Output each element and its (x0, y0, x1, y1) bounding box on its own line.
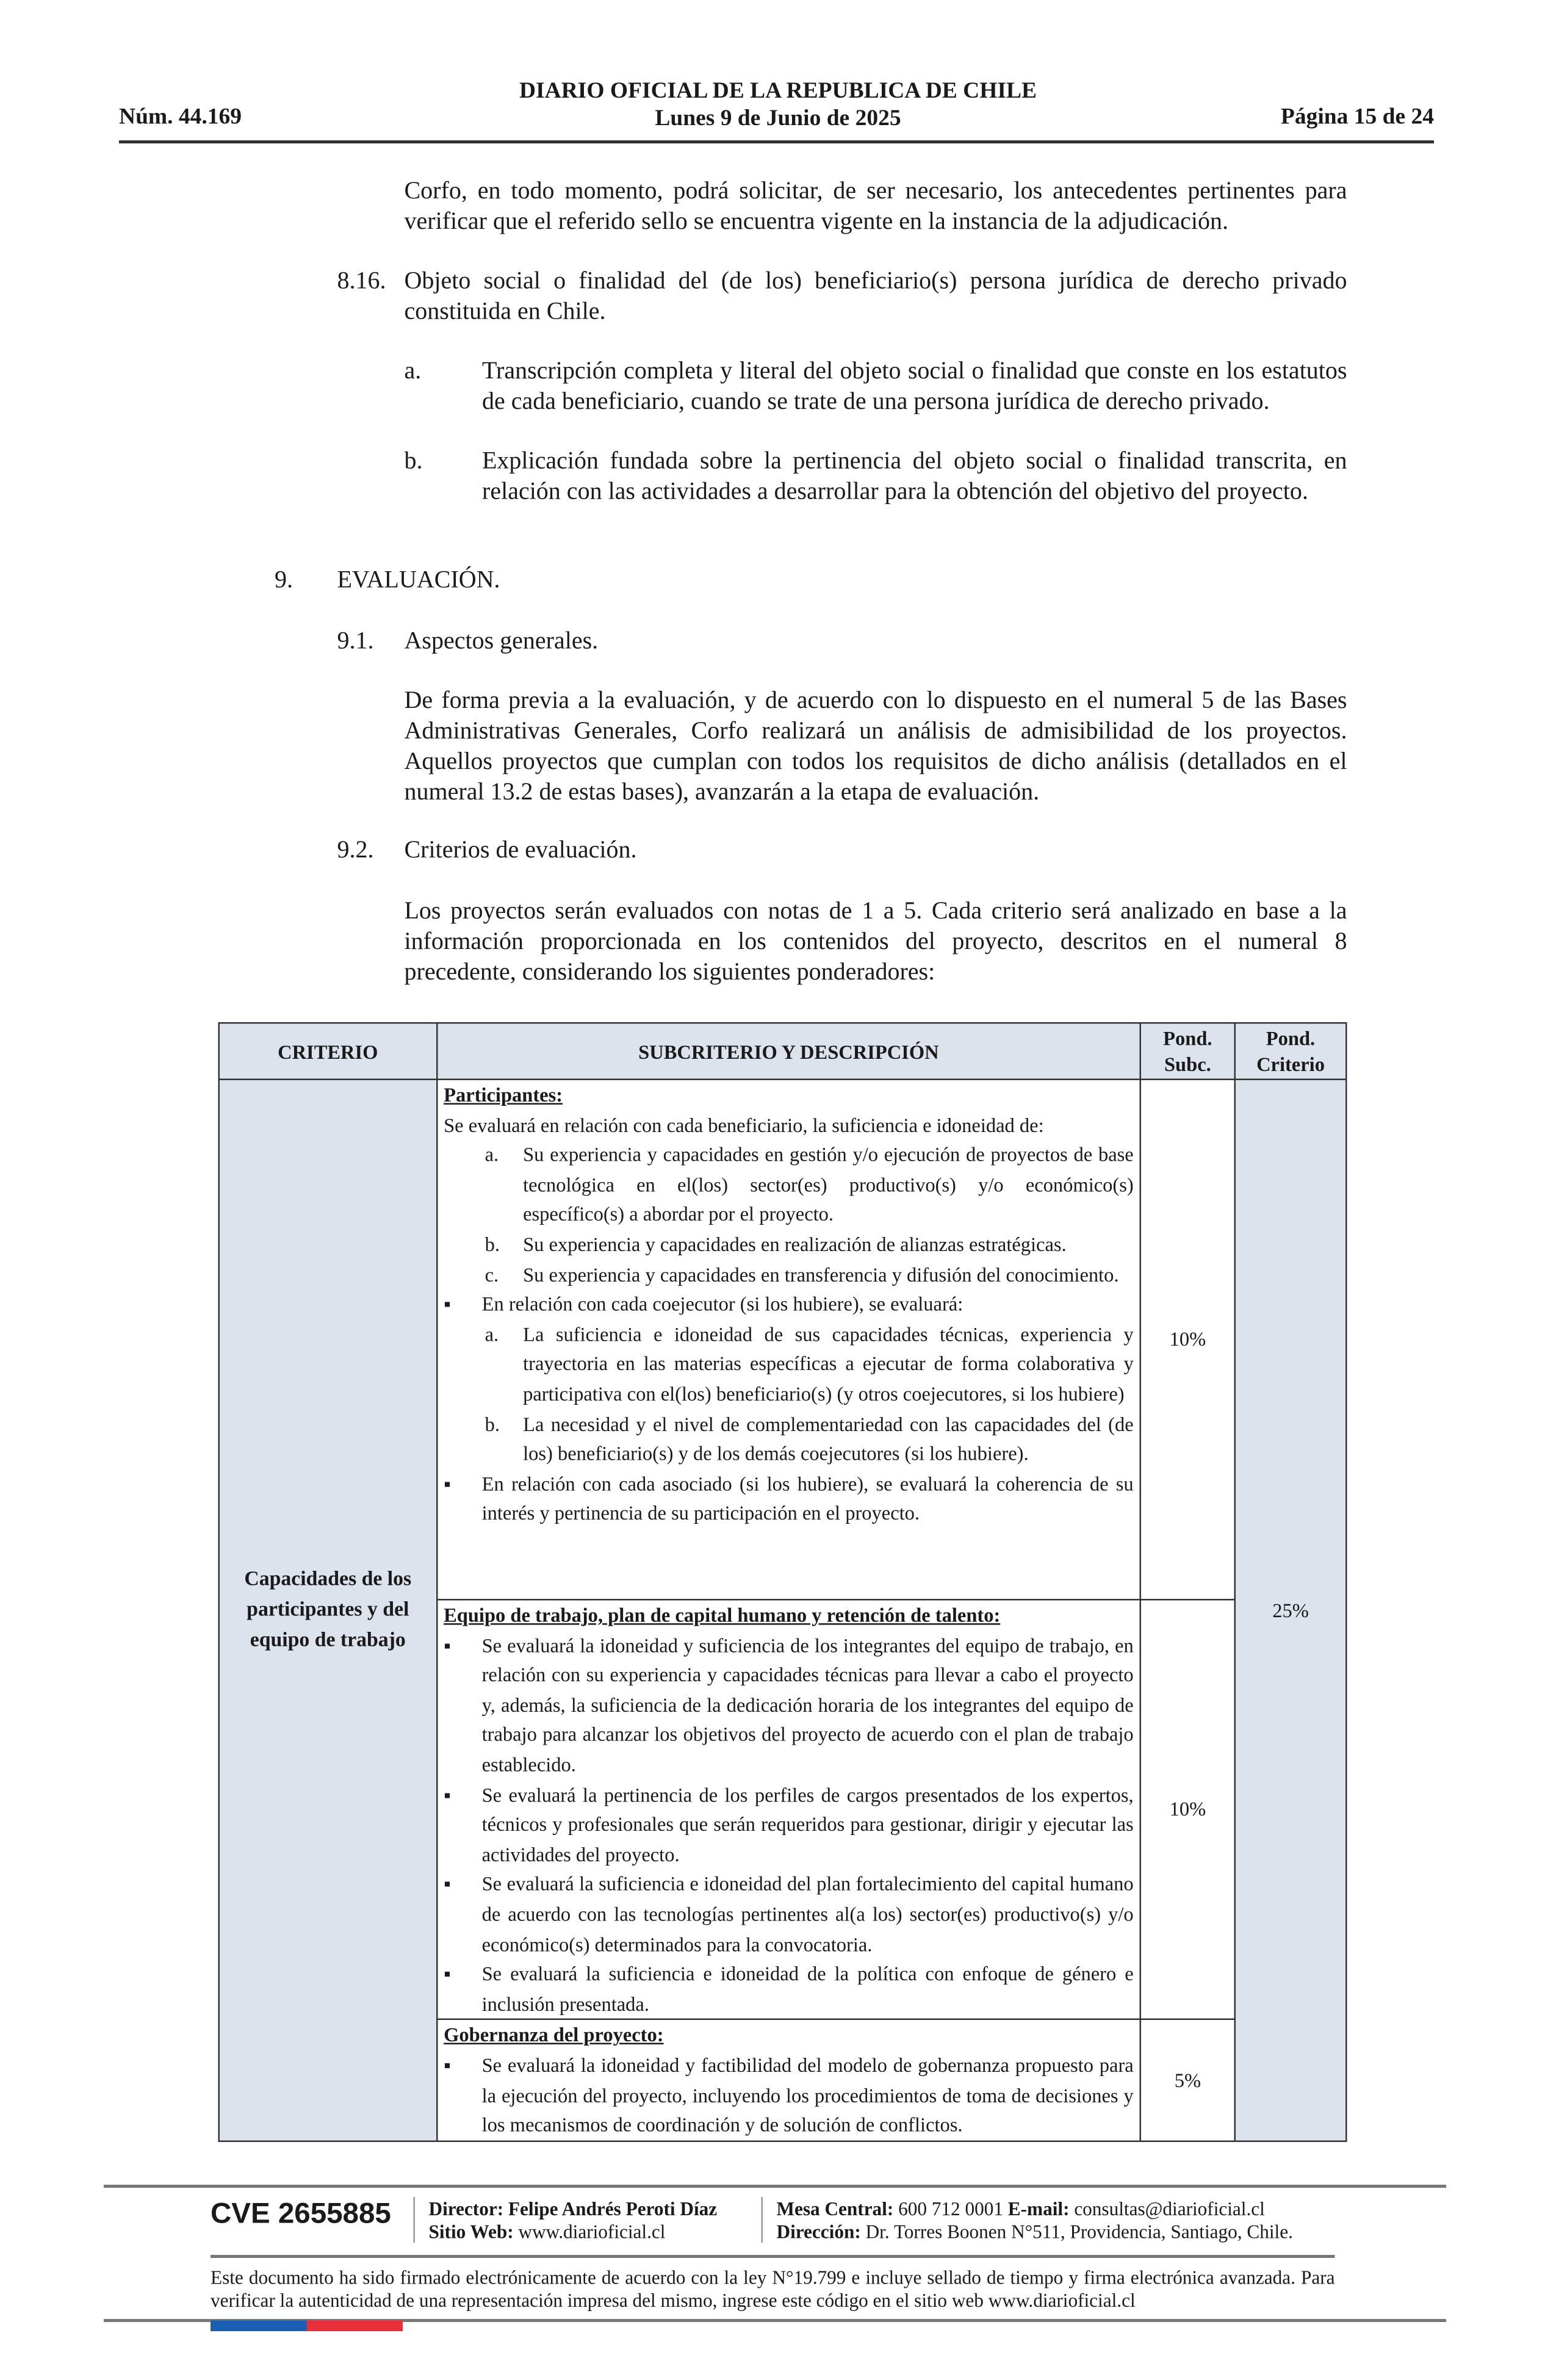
page-number: Página 15 de 24 (1280, 105, 1434, 130)
pond-subc-gobernanza: 5% (1140, 2020, 1235, 2141)
list-item: Su experiencia y capacidades en transferencia y difusión del conocimiento. (523, 1262, 1119, 1286)
subcriterio-participantes (437, 1080, 1140, 1600)
label: E-mail: (1007, 2198, 1070, 2220)
section-number: 9. (275, 568, 293, 594)
pond-subc-participantes: 10% (1140, 1080, 1235, 1600)
footer-rule (211, 2255, 1335, 2257)
bullet-icon: ▪ (444, 1292, 451, 1316)
list-item: Su experiencia y capacidades en realización de alianzas estratégicas. (523, 1232, 1067, 1256)
issue-number: Núm. 44.169 (119, 105, 242, 130)
subcriterio-gobernanza (437, 2020, 1140, 2141)
section-number: 9.2. (337, 837, 374, 864)
legal-notice: Este documento ha sido firmado electrónicamente de acuerdo con la ley N°19.799 e incluye sellado de tiempo y firma electrónica avanzada. Para verificar la autenticidad de una representación impresa del mismo, ingrese este código en el sitio web www.diarioficial.cl (211, 2267, 1335, 2312)
phone: 600 712 0001 (898, 2198, 1003, 2220)
list-item: Se evaluará la suficiencia e idoneidad del plan fortalecimiento del capital humano de acuerdo con las tecnologías pertinentes al(a los) sector(es) productivo(s) y/o económico(s) determinados para la convocatoria. (481, 1872, 1134, 1955)
table-header-row (219, 1023, 1347, 1080)
director-name: Felipe Andrés Peroti Díaz (508, 2198, 718, 2220)
header-text: Pond. (1163, 1026, 1212, 1050)
pond-criterio-cell: 25% (1235, 1080, 1346, 2141)
publication-date: Lunes 9 de Junio de 2025 (655, 107, 901, 131)
list-item: La suficiencia e idoneidad de sus capacidades técnicas, experiencia y trayectoria en las materias específicas a ejecutar de forma colaborativa y participativa con el(los) beneficiario(s) (y otros coejecutores, si los hubiere) (523, 1322, 1134, 1405)
list-item: Explicación fundada sobre la pertinencia del objeto social o finalidad transcrita, en relación con las actividades a desarrollar para la obtención del objetivo del proyecto. (482, 449, 1347, 505)
header-text: Criterio (1256, 1053, 1325, 1076)
list-item: Se evaluará la idoneidad y suficiencia de los integrantes del equipo de trabajo, en relación con su experiencia y capacidades técnicas para llevar a cabo el proyecto y, además, la suficiencia de la dedicación horaria de los integrantes del equipo de trabajo para alcanzar los objetivos del proyecto de acuerdo con el plan de trabajo establecido. (481, 1633, 1134, 1776)
bullet-icon: ▪ (444, 1633, 451, 1656)
header-pond-criterio (1235, 1023, 1346, 1080)
divider (762, 2197, 763, 2243)
list-label: a. (484, 1142, 499, 1166)
publication-title: DIARIO OFICIAL DE LA REPUBLICA DE CHILE (519, 79, 1037, 104)
bullet-icon: ▪ (444, 2053, 451, 2077)
flag-bar-red (307, 2321, 403, 2332)
table-row (219, 1080, 1347, 1600)
header-criterio: CRITERIO (219, 1023, 437, 1080)
subcriterio-title: Equipo de trabajo, plan de capital humano y retención de talento: (444, 1603, 1001, 1626)
label: Dirección: (776, 2221, 861, 2243)
list-item: Se evaluará la pertinencia de los perfiles de cargos presentados de los expertos, técnicos y profesionales que serán requeridos para gestionar, dirigir y ejecutar las actividades del proyecto. (481, 1783, 1134, 1866)
bullet-icon: ▪ (444, 1962, 451, 1985)
footer-director (429, 2199, 718, 2245)
subcriterio-title: Participantes: (444, 1083, 563, 1106)
email-link[interactable]: consultas@diarioficial.cl (1074, 2198, 1265, 2220)
section-number: 9.1. (337, 629, 374, 655)
list-label: b. (484, 1412, 500, 1435)
address: Dr. Torres Boonen N°511, Providencia, Santiago, Chile. (865, 2221, 1293, 2243)
section-title: Aspectos generales. (404, 629, 599, 655)
list-label: b. (404, 449, 423, 475)
pond-subc-equipo: 10% (1140, 1599, 1235, 2019)
list-label: c. (484, 1262, 499, 1286)
paragraph: De forma previa a la evaluación, y de acuerdo con lo dispuesto en el numeral 5 de las Bases Administrativas Generales, Corfo realizará un análisis de admisibilidad de los proyectos. Aquellos proyectos que cumplan con todos los requisitos de dicho análisis (detallados en el numeral 13.2 de estas bases), avanzarán a la etapa de evaluación. (404, 688, 1347, 806)
list-item: Su experiencia y capacidades en gestión y/o ejecución de proyectos de base tecnológica en el(los) sector(es) productivo(s) y/o económico(s) específico(s) a abordar por el proyecto. (523, 1142, 1134, 1226)
list-item: En relación con cada asociado (si los hubiere), se evaluará la coherencia de su interés y pertinencia de su participación en el proyecto. (481, 1471, 1134, 1525)
header-text: Subc. (1164, 1053, 1211, 1076)
flag-bar-blue (211, 2321, 307, 2332)
header-subcriterio: SUBCRITERIO Y DESCRIPCIÓN (437, 1023, 1140, 1080)
subcriterio-equipo (437, 1599, 1140, 2019)
bullet-icon: ▪ (444, 1783, 451, 1806)
evaluation-table (218, 1022, 1347, 2141)
section-title: Objeto social o finalidad del (de los) beneficiario(s) persona jurídica de derecho privado constituida en Chile. (404, 269, 1347, 325)
section-number: 8.16. (337, 269, 386, 295)
section-title: EVALUACIÓN. (337, 568, 500, 594)
label: Mesa Central: (776, 2198, 894, 2220)
intro-text: Se evaluará en relación con cada beneficiario, la suficiencia e idoneidad de: (444, 1112, 1044, 1136)
list-item: La necesidad y el nivel de complementariedad con las capacidades del (de los) beneficiario(s) y de los demás coejecutores (si los hubiere). (523, 1412, 1134, 1465)
paragraph: Los proyectos serán evaluados con notas de 1 a 5. Cada criterio será analizado en base a la información proporcionada en los contenidos del proyecto, descritos en el numeral 8 precedente, considerando los siguientes ponderadores: (404, 898, 1347, 986)
website-link[interactable]: www.diarioficial.cl (518, 2221, 666, 2243)
list-item: En relación con cada coejecutor (si los hubiere), se evaluará: (481, 1292, 963, 1316)
cve-code: CVE 2655885 (211, 2198, 391, 2230)
list-label: a. (484, 1322, 499, 1346)
bullet-icon: ▪ (444, 1471, 451, 1495)
section-title: Criterios de evaluación. (404, 837, 637, 864)
footer-rule (104, 2185, 1446, 2187)
list-item: Se evaluará la suficiencia e idoneidad de la política con enfoque de género e inclusión presentada. (481, 1962, 1134, 2015)
list-item: Transcripción completa y literal del objeto social o finalidad que conste en los estatutos de cada beneficiario, cuando se trate de una persona jurídica de derecho privado. (482, 358, 1347, 415)
list-label: b. (484, 1232, 500, 1256)
header-text: Pond. (1266, 1026, 1316, 1050)
divider (414, 2197, 416, 2243)
subcriterio-title: Gobernanza del proyecto: (444, 2023, 664, 2047)
footer-contact (777, 2199, 1293, 2245)
list-item: Se evaluará la idoneidad y factibilidad del modelo de gobernanza propuesto para la ejecución del proyecto, incluyendo los procedimientos de toma de decisiones y los mecanismos de coordinación y de solución de conflictos. (481, 2053, 1134, 2137)
header-rule (119, 140, 1434, 143)
paragraph: Corfo, en todo momento, podrá solicitar, de ser necesario, los antecedentes pertinentes para verificar que el referido sello se encuentra vigente en la instancia de la adjudicación. (404, 178, 1347, 235)
criterio-cell: Capacidades de los participantes y del equipo de trabajo (219, 1080, 437, 2141)
label: Director: (428, 2198, 504, 2220)
header-pond-subc (1140, 1023, 1235, 1080)
list-label: a. (404, 358, 422, 384)
bullet-icon: ▪ (444, 1872, 451, 1895)
label: Sitio Web: (428, 2221, 514, 2243)
